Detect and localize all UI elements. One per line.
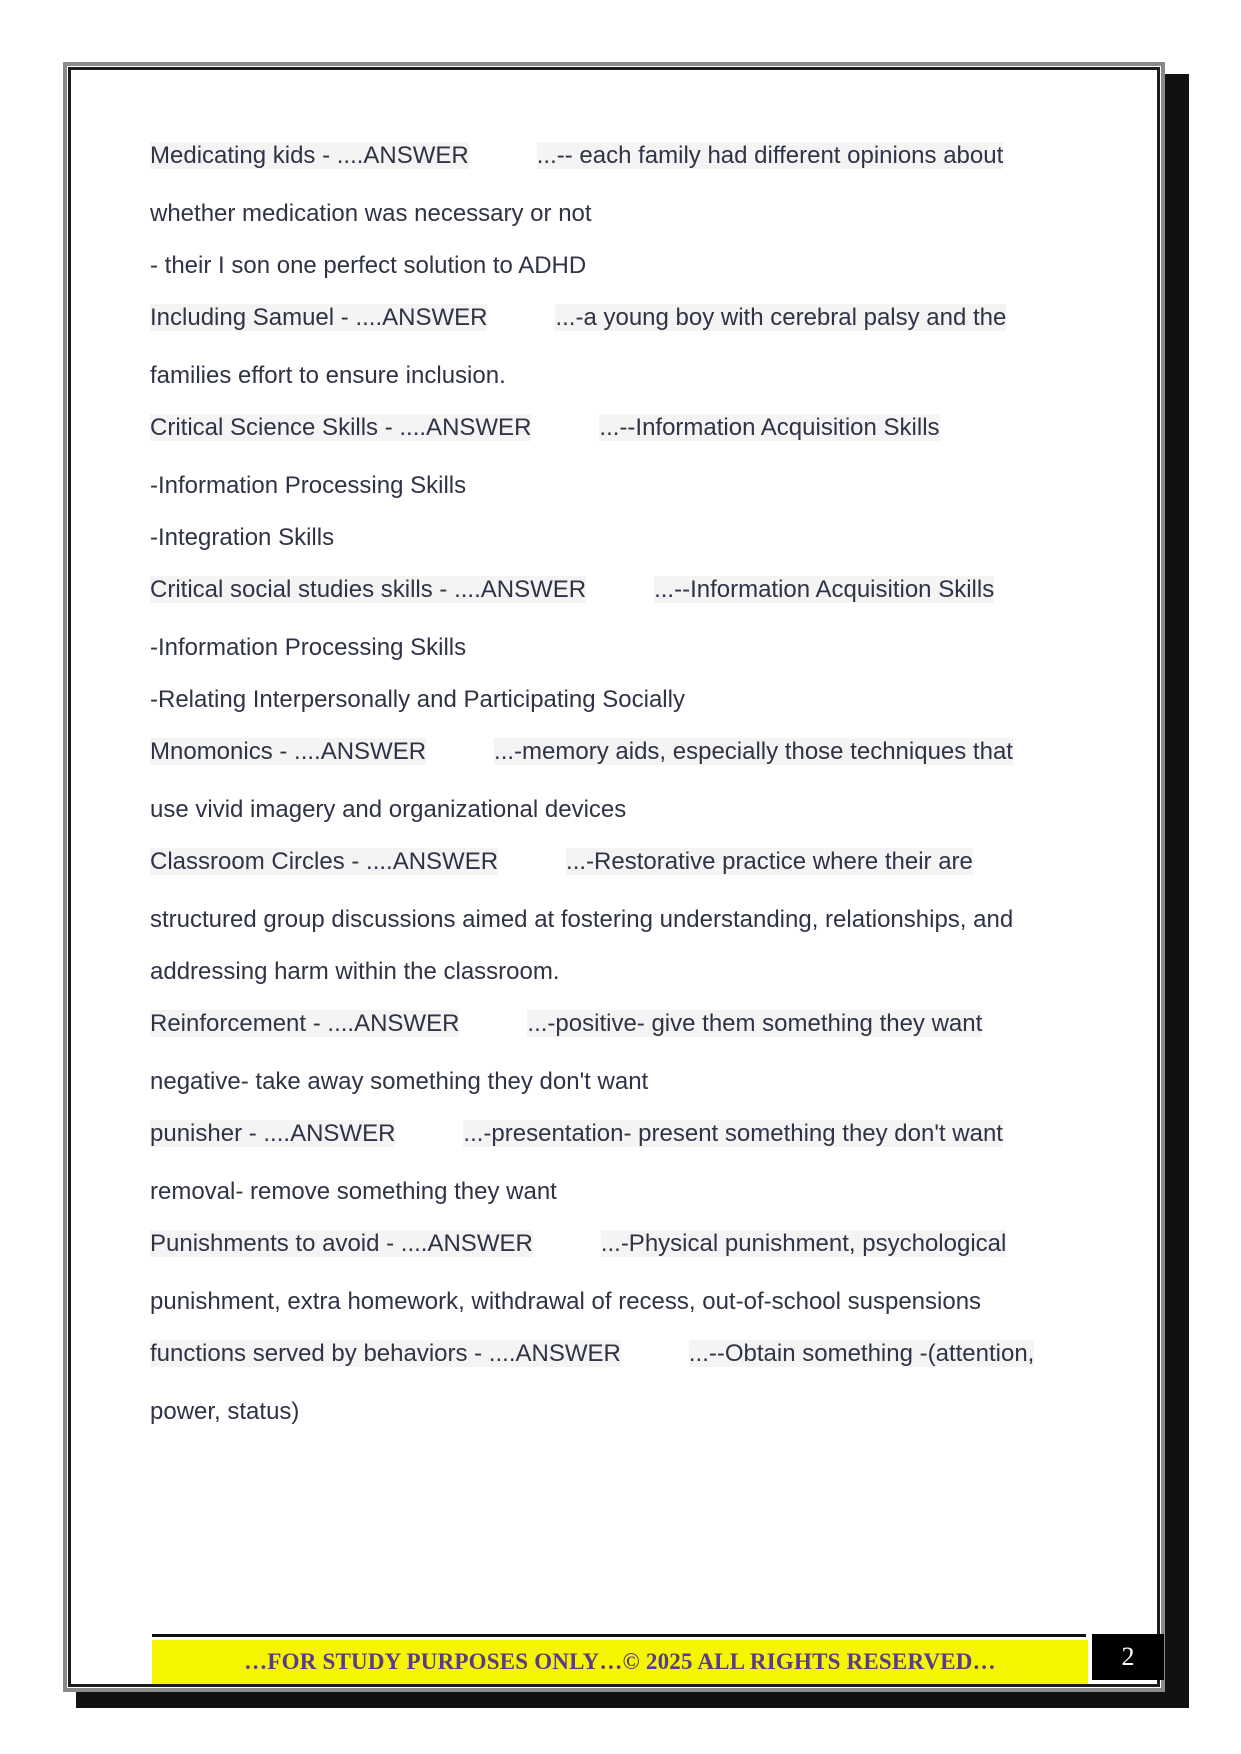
term: Punishments to avoid - ....ANSWER bbox=[150, 1230, 533, 1257]
answer-text: ...-- each family had different opinions about bbox=[536, 142, 1004, 169]
footer-text: …FOR STUDY PURPOSES ONLY…© 2025 ALL RIGHTS RESERVED… bbox=[244, 1649, 996, 1674]
answer-continuation: removal- remove something they want bbox=[150, 1178, 557, 1205]
entry-heading bbox=[150, 302, 1080, 334]
answer-text: ...-Restorative practice where their are bbox=[566, 848, 973, 875]
answer-continuation: whether medication was necessary or not bbox=[150, 200, 592, 227]
footer-banner bbox=[152, 1640, 1088, 1684]
entry-heading bbox=[150, 412, 1080, 444]
term: Critical social studies skills - ....ANSWER bbox=[150, 576, 587, 603]
answer-text: ...-presentation- present something they don't want bbox=[463, 1120, 1003, 1147]
term: Critical Science Skills - ....ANSWER bbox=[150, 414, 532, 441]
answer-continuation: punishment, extra homework, withdrawal of recess, out-of-school suspensions bbox=[150, 1288, 982, 1315]
answer-text: ...-memory aids, especially those techniques that bbox=[494, 738, 1013, 765]
answer-continuation: -Relating Interpersonally and Participating Socially bbox=[150, 686, 685, 713]
answer-continuation: structured group discussions aimed at fostering understanding, relationships, and bbox=[150, 906, 1014, 933]
entry-heading bbox=[150, 574, 1080, 606]
entry-heading bbox=[150, 1008, 1080, 1040]
entry-heading bbox=[150, 140, 1080, 172]
answer-text: ...--Obtain something -(attention, bbox=[688, 1340, 1035, 1367]
answer-continuation: -Information Processing Skills bbox=[150, 634, 467, 661]
answer-continuation: - their I son one perfect solution to ADHD bbox=[150, 252, 587, 279]
entry-heading bbox=[150, 846, 1080, 878]
answer-continuation: -Information Processing Skills bbox=[150, 472, 467, 499]
footer-rule bbox=[152, 1634, 1086, 1637]
entry-heading bbox=[150, 1118, 1080, 1150]
term: Medicating kids - ....ANSWER bbox=[150, 142, 469, 169]
entry-heading bbox=[150, 1338, 1080, 1370]
answer-text: ...-positive- give them something they want bbox=[527, 1010, 983, 1037]
entry-heading bbox=[150, 736, 1080, 768]
answer-text: ...-Physical punishment, psychological bbox=[600, 1230, 1007, 1257]
answer-text: ...--Information Acquisition Skills bbox=[654, 576, 995, 603]
answer-continuation: -Integration Skills bbox=[150, 524, 335, 551]
answer-continuation: negative- take away something they don't want bbox=[150, 1068, 649, 1095]
answer-text: ...-a young boy with cerebral palsy and the bbox=[555, 304, 1007, 331]
answer-continuation: use vivid imagery and organizational devices bbox=[150, 796, 627, 823]
answer-continuation: addressing harm within the classroom. bbox=[150, 958, 560, 985]
term: functions served by behaviors - ....ANSWER bbox=[150, 1340, 621, 1367]
entry-heading bbox=[150, 1228, 1080, 1260]
answer-continuation: power, status) bbox=[150, 1398, 300, 1425]
term: Reinforcement - ....ANSWER bbox=[150, 1010, 460, 1037]
document-body bbox=[150, 140, 1080, 1428]
answer-continuation: families effort to ensure inclusion. bbox=[150, 362, 506, 389]
page-number: 2 bbox=[1092, 1634, 1164, 1680]
answer-text: ...--Information Acquisition Skills bbox=[599, 414, 940, 441]
term: Mnomonics - ....ANSWER bbox=[150, 738, 427, 765]
term: Classroom Circles - ....ANSWER bbox=[150, 848, 499, 875]
term: Including Samuel - ....ANSWER bbox=[150, 304, 488, 331]
term: punisher - ....ANSWER bbox=[150, 1120, 396, 1147]
